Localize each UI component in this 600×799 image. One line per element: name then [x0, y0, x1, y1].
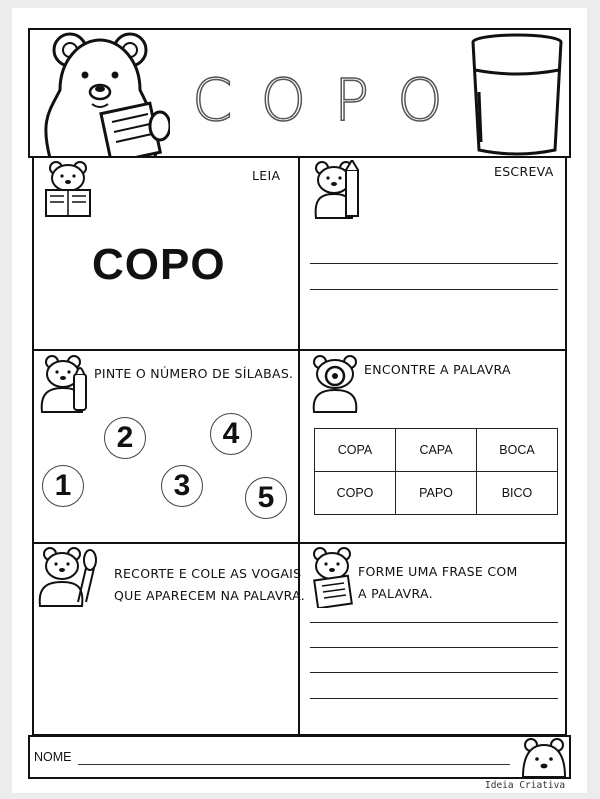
bear-face-icon: [519, 737, 569, 777]
worksheet: [12, 8, 587, 793]
syllable-option-4[interactable]: 4: [210, 413, 252, 455]
name-input-line[interactable]: [78, 764, 510, 765]
traced-word: COPO: [192, 66, 471, 134]
bear-clipboard-icon: [30, 30, 170, 158]
grid-divider-v: [298, 156, 300, 736]
grid-divider-h2: [32, 542, 567, 544]
bear-paintbrush-icon: [36, 354, 96, 414]
sentence-instruction-line1: FORME UMA FRASE COM: [358, 564, 518, 579]
write-label: ESCREVA: [494, 164, 554, 179]
syllables-instruction: PINTE O NÚMERO DE SÍLABAS.: [94, 366, 294, 381]
read-label: LEIA: [252, 168, 281, 183]
table-row: [315, 472, 558, 515]
vowels-instruction-line2: QUE APARECEM NA PALAVRA.: [114, 588, 306, 603]
word-option[interactable]: COPO: [315, 472, 396, 515]
word-option[interactable]: BICO: [477, 472, 558, 515]
read-word: COPO: [92, 240, 226, 289]
write-line-1[interactable]: [310, 263, 558, 264]
credit-text: Ideia Criativa: [485, 780, 566, 791]
vowels-instruction-line1: RECORTE E COLE AS VOGAIS: [114, 566, 302, 581]
bear-pencil-icon: [306, 160, 366, 220]
glass-icon: [467, 32, 567, 156]
find-instruction: ENCONTRE A PALAVRA: [364, 362, 511, 377]
sentence-line-4[interactable]: [310, 698, 558, 699]
name-label: NOME: [34, 750, 72, 764]
syllable-option-5[interactable]: 5: [245, 477, 287, 519]
grid-divider-h1: [32, 349, 567, 351]
write-line-2[interactable]: [310, 289, 558, 290]
sentence-line-2[interactable]: [310, 647, 558, 648]
bear-list-icon: [304, 546, 366, 608]
bear-magnifier-icon: [306, 354, 366, 414]
syllable-option-3[interactable]: 3: [161, 465, 203, 507]
sentence-line-1[interactable]: [310, 622, 558, 623]
word-option[interactable]: CAPA: [396, 429, 477, 472]
name-box: [28, 735, 571, 779]
word-option[interactable]: BOCA: [477, 429, 558, 472]
bear-scissors-icon: [36, 546, 102, 608]
word-option[interactable]: COPA: [315, 429, 396, 472]
syllable-option-2[interactable]: 2: [104, 417, 146, 459]
bear-reading-icon: [38, 160, 98, 218]
sentence-instruction-line2: A PALAVRA.: [358, 586, 433, 601]
sentence-line-3[interactable]: [310, 672, 558, 673]
word-option[interactable]: PAPO: [396, 472, 477, 515]
table-row: [315, 429, 558, 472]
word-search-table: [314, 428, 558, 515]
syllable-option-1[interactable]: 1: [42, 465, 84, 507]
